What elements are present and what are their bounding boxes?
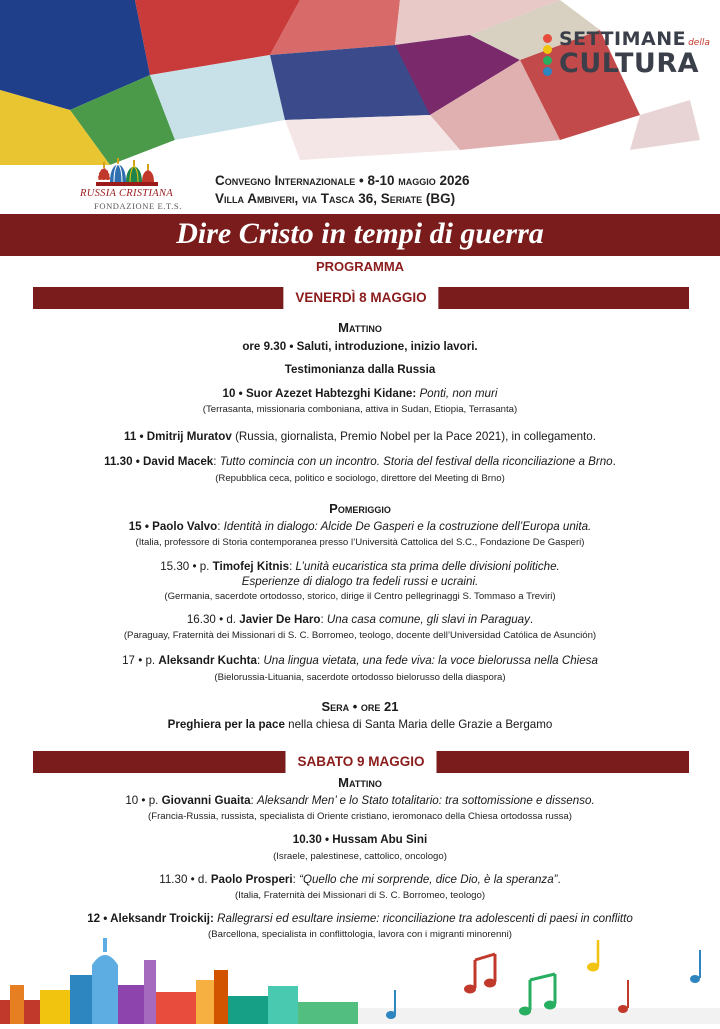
event-entry-cont: Esperienze di dialogo tra fedeli russi e ucraini.: [241, 575, 479, 588]
event-detail: (Bielorussia-Lituania, sacerdote ortodosso bielorusso della diaspora): [214, 672, 506, 683]
convegno-line1: Convegno Internazionale • 8-10 maggio 2026: [215, 173, 470, 188]
event-detail: (Francia-Russia, russista, specialista di Oriente cristiano, ieromonaco della Chiesa ortodossa russa): [148, 811, 572, 822]
section-pomeriggio: Pomeriggio: [329, 501, 391, 516]
event-entry: 11 • Dmitrij Muratov (Russia, giornalista, Premio Nobel per la Pace 2021), in collegamento.: [124, 430, 596, 443]
org-subtitle: FONDAZIONE E.T.S.: [94, 201, 182, 211]
event-detail: (Italia, Fraternità dei Missionari di S. C. Borromeo, teologo): [234, 890, 486, 901]
event-detail: (Italia, professore di Storia contemporanea presso l’Università Cattolica del S.C., Fondazione De Gasperi): [135, 537, 585, 548]
event-entry: 11.30 • David Macek: Tutto comincia con un incontro. Storia del festival della riconciliazione a Brno.: [104, 455, 616, 468]
section-mattino: Mattino: [338, 320, 382, 335]
event-detail: (Terrasanta, missionaria comboniana, attiva in Sudan, Etiopia, Terrasanta): [202, 404, 518, 415]
section-mattino: Mattino: [338, 775, 382, 790]
convegno-line2: Villa Ambiveri, via Tasca 36, Seriate (BG): [215, 191, 456, 206]
programma-heading: PROGRAMMA: [315, 259, 405, 274]
day-band-venerdi: [33, 287, 689, 309]
event-detail: (Germania, sacerdote ortodosso, storico, dirige il Centro pellegrinaggi S. Tommaso a Treviri): [164, 591, 556, 602]
section-sera: Sera • ore 21: [321, 699, 399, 714]
skyline-music-notes-icon: [0, 930, 720, 1024]
brand-line2: CULTURA: [559, 48, 700, 79]
event-detail: (Israele, palestinese, cattolico, oncologo): [273, 851, 447, 862]
colored-dots-icon: [543, 34, 557, 78]
city-skyline-illustration: [0, 930, 720, 1024]
event-entry: 10 • Suor Azezet Habtezghi Kidane: Ponti, non muri: [222, 387, 498, 400]
event-entry: 15 • Paolo Valvo: Identità in dialogo: Alcide De Gasperi e la costruzione dell’Europa unita.: [128, 520, 592, 533]
opening-line: ore 9.30 • Saluti, introduzione, inizio lavori.: [242, 340, 478, 353]
settimane-cultura-logo: [543, 26, 713, 86]
day-label: SABATO 9 MAGGIO: [285, 751, 436, 773]
event-detail: (Repubblica ceca, politico e sociologo, direttore del Meeting di Brno): [215, 473, 505, 484]
event-entry: 10.30 • Hussam Abu Sini: [292, 833, 428, 846]
convegno-info: [215, 172, 470, 208]
russia-cristiana-logo: [76, 158, 180, 214]
title-band: [0, 214, 720, 256]
event-entry: 10 • p. Giovanni Guaita: Aleksandr Men’ e lo Stato totalitario: tra sottomissione e dissenso.: [125, 794, 595, 807]
event-entry: 16.30 • d. Javier De Haro: Una casa comune, gli slavi in Paraguay.: [186, 613, 534, 626]
event-entry: 15.30 • p. Timofej Kitnis: L’unità eucaristica sta prima delle divisioni politiche.: [160, 560, 560, 573]
day-band-sabato: [33, 751, 689, 773]
event-entry: 17 • p. Aleksandr Kuchta: Una lingua vietata, una fede viva: la voce bielorussa nella Chiesa: [122, 654, 598, 667]
event-entry: 11.30 • d. Paolo Prosperi: “Quello che mi sorprende, dice Dio, è la speranza”.: [159, 873, 561, 886]
event-entry: 12 • Aleksandr Troickij: Rallegrarsi ed esultare insieme: riconciliazione tra adolescenti di paesi in conflitto: [87, 912, 633, 925]
brand-line1: SETTIMANE della: [559, 28, 710, 50]
testimonianza-heading: Testimonianza dalla Russia: [284, 363, 436, 376]
org-name: RUSSIA CRISTIANA: [80, 188, 173, 199]
event-entry: Preghiera per la pace nella chiesa di Santa Maria delle Grazie a Bergamo: [167, 718, 553, 731]
event-detail: (Paraguay, Fraternità dei Missionari di S. C. Borromeo, teologo, docente dell’Universidad Católica de Asunción): [123, 630, 597, 641]
page-title: Dire Cristo in tempi di guerra: [176, 217, 544, 250]
onion-domes-icon: [76, 158, 180, 190]
day-label: VENERDÌ 8 MAGGIO: [283, 287, 438, 309]
event-detail: (Barcellona, specialista in conflittologia, lavora con i migranti minorenni): [208, 929, 512, 940]
